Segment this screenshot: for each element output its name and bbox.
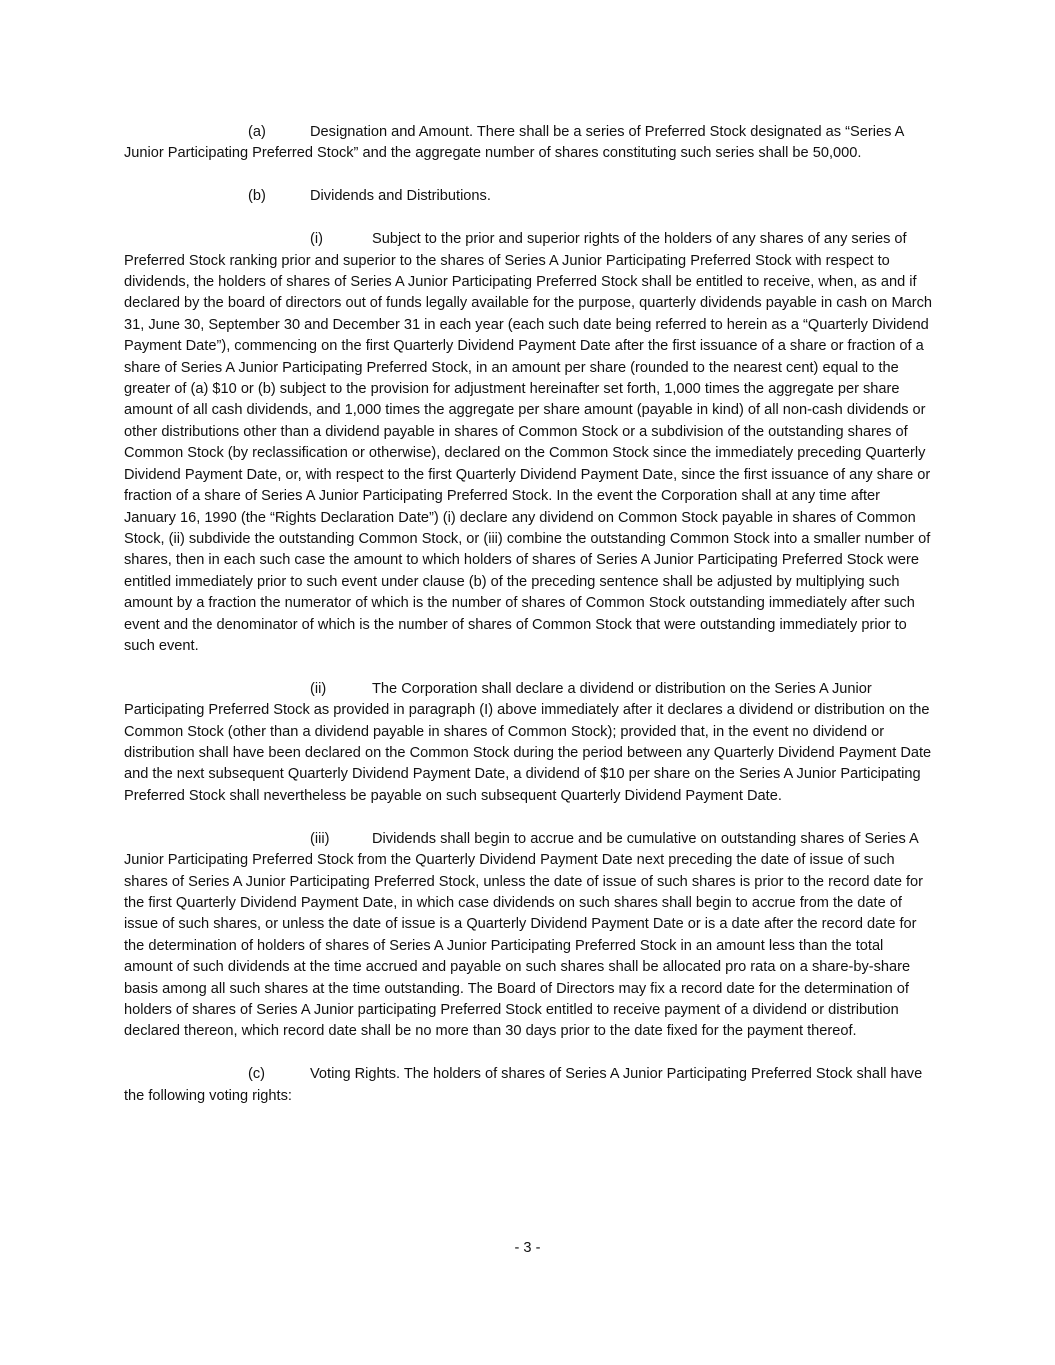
paragraph-marker: (b) [248, 188, 266, 205]
paragraph-b-dividends-heading [124, 186, 932, 207]
paragraph-text: Designation and Amount. There shall be a series of Preferred Stock designated as “Series A Junior Participating Preferred Stock” and the aggregate number of shares constituting such series shall be 50,000. [124, 124, 904, 162]
paragraph-c-voting-rights [124, 1064, 932, 1107]
paragraph-text: Dividends shall begin to accrue and be cumulative on outstanding shares of Series A Junior Participating Preferred Stock from the Quarterly Dividend Payment Date next preceding the date of issue of such shares of Series A Junior Participating Preferred Stock, unless the date of issue of such shares is prior to the record date for the first Quarterly Dividend Payment Date, in which case dividends on such shares shall begin to accrue from the date of issue of such shares, or unless the date of issue is a Quarterly Dividend Payment Date or is a date after the record date for the determination of holders of shares of Series A Junior Participating Preferred Stock in an amount less than the total amount of such dividends at the time accrued and payable on such shares shall be allocated pro rata on a share-by-share basis among all such shares at the time outstanding. The Board of Directors may fix a record date for the determination of holders of shares of Series A Junior participating Preferred Stock entitled to receive payment of a dividend or distribution declared thereon, which record date shall be no more than 30 days prior to the date fixed for the payment thereof. [124, 830, 924, 1040]
page-number: - 3 - [514, 1240, 541, 1256]
paragraph-b-iii [124, 829, 932, 1043]
paragraph-marker: (iii) [310, 830, 330, 847]
paragraph-text: Voting Rights. The holders of shares of Series A Junior Participating Preferred Stock shall have the following voting rights: [124, 1066, 923, 1104]
paragraph-b-ii [124, 679, 932, 807]
paragraph-b-i [124, 229, 932, 657]
paragraph-marker: (ii) [310, 680, 327, 697]
paragraph-text: Dividends and Distributions. [310, 188, 491, 205]
document-body [124, 122, 932, 1129]
paragraph-marker: (i) [310, 231, 323, 248]
paragraph-text: Subject to the prior and superior rights of the holders of any shares of any series of Preferred Stock ranking prior and superior to the shares of Series A Junior Participating Preferred Stock with respect to dividends, the holders of shares of Series A Junior Participating Preferred Stock shall be entitled to receive, when, as and if declared by the board of directors out of funds legally available for the purpose, quarterly dividends payable in cash on March 31, June 30, September 30 and December 31 in each year (each such date being referred to herein as a “Quarterly Dividend Payment Date”), commencing on the first Quarterly Dividend Payment Date after the first issuance of a share or fraction of a share of Series A Junior Participating Preferred Stock, in an amount per share (rounded to the nearest cent) equal to the greater of (a) $10 or (b) subject to the provision for adjustment hereinafter set forth, 1,000 times the aggregate per share amount of all cash dividends, and 1,000 times the aggregate per share amount (payable in kind) of all non-cash dividends or other distributions other than a dividend payable in shares of Common Stock or a subdivision of the outstanding shares of Common Stock (by reclassification or otherwise), declared on the Common Stock since the immediately preceding Quarterly Dividend Payment Date, or, with respect to the first Quarterly Dividend Payment Date, since the first issuance of any share or fraction of a share of Series A Junior Participating Preferred Stock. In the event the Corporation shall at any time after January 16, 1990 (the “Rights Declaration Date”) (i) declare any dividend on Common Stock payable in shares of Common Stock, (ii) subdivide the outstanding Common Stock, or (iii) combine the outstanding Common Stock into a smaller number of shares, then in each such case the amount to which holders of shares of Series A Junior Participating Preferred Stock were entitled immediately prior to such event under clause (b) of the preceding sentence shall be adjusted by multiplying such amount by a fraction the numerator of which is the number of shares of Common Stock outstanding immediately after such event and the denominator of which is the number of shares of Common Stock that were outstanding immediately prior to such event. [124, 231, 933, 654]
paragraph-text: The Corporation shall declare a dividend or distribution on the Series A Junior Participating Preferred Stock as provided in paragraph (I) above immediately after it declares a dividend or distribution on the Common Stock (other than a dividend payable in shares of Common Stock); provided that, in the event no dividend or distribution shall have been declared on the Common Stock during the period between any Quarterly Dividend Payment Date and the next subsequent Quarterly Dividend Payment Date, a dividend of $10 per share on the Series A Junior Participating Preferred Stock shall nevertheless be payable on such subsequent Quarterly Dividend Payment Date. [124, 680, 932, 804]
paragraph-marker: (c) [248, 1066, 266, 1083]
paragraph-marker: (a) [248, 124, 266, 140]
paragraph-a-designation [124, 122, 932, 165]
